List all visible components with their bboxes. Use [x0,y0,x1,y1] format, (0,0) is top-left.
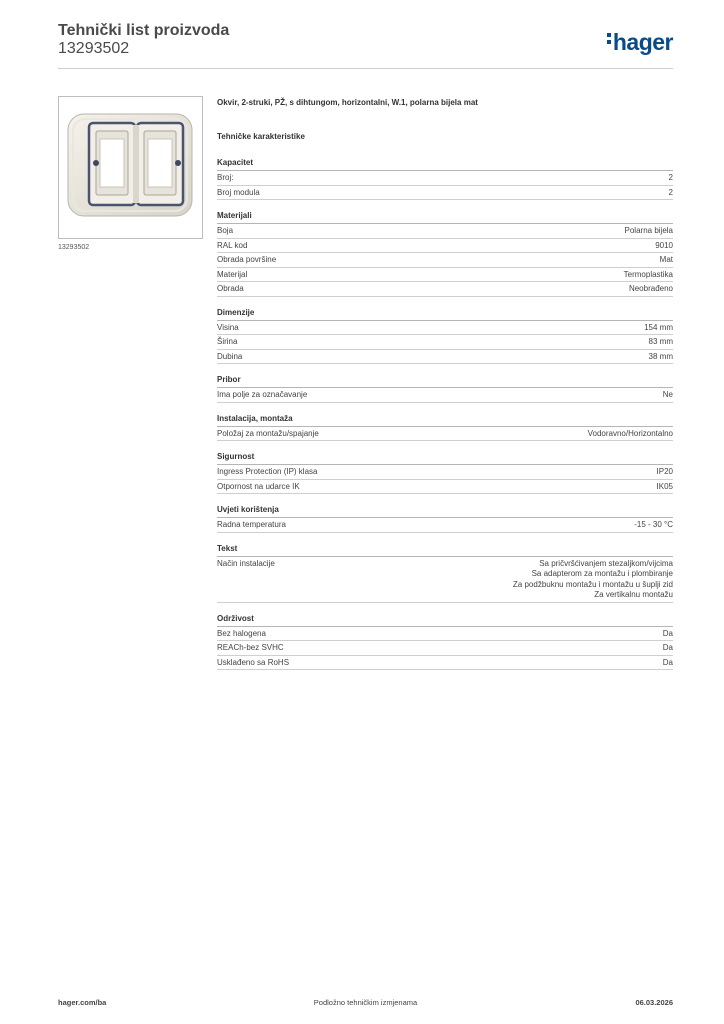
spec-content [217,97,673,680]
spec-label: Radna temperatura [217,520,286,529]
group-title: Tekst [217,543,673,557]
spec-value-line: Sa adapterom za montažu i plombiranje [531,569,673,578]
spec-value [588,429,673,440]
group-title: Uvjeti korištenja [217,504,673,518]
spec-value-line: IP20 [656,467,673,476]
spec-value [634,520,673,531]
group-title: Materijali [217,210,673,224]
spec-row [217,350,673,365]
product-code: 13293502 [58,40,130,57]
spec-row [217,239,673,254]
spec-value-line: 2 [668,173,673,182]
footer-website-link[interactable]: hager.com/ba [58,998,107,1007]
spec-value [663,658,673,669]
spec-value [663,643,673,654]
spec-value-line: 2 [668,187,673,197]
spec-value [669,188,673,199]
spec-value [663,629,673,640]
spec-row [217,282,673,297]
logo-dots-icon [607,30,611,47]
spec-label: Visina [217,322,239,332]
spec-group [217,157,673,200]
spec-label: Ingress Protection (IP) klasa [217,467,318,476]
spec-label: Broj: [217,173,234,182]
spec-group [217,543,673,603]
spec-value-line: Da [662,643,673,652]
spec-value-line: 38 mm [648,351,673,361]
spec-label: Obrada [217,284,244,293]
spec-label: Način instalacije [217,558,275,568]
spec-value-line: Da [662,657,673,667]
spec-label: Položaj za montažu/spajanje [217,428,319,438]
spec-row [217,335,673,350]
spec-group [217,504,673,533]
spec-value [649,337,673,348]
spec-row [217,641,673,656]
spec-group [217,613,673,671]
spec-group [217,210,673,297]
spec-group [217,307,673,365]
spec-label: Obrada površine [217,255,277,264]
spec-label: Bez halogena [217,628,266,638]
spec-value-line: Vodoravno/Horizontalno [587,428,673,438]
spec-value-line: Sa pričvršćivanjem stezaljkom/vijcima [539,558,673,568]
brand-logo[interactable] [607,29,673,56]
document-title: Tehnički list proizvoda [58,22,230,39]
spec-group [217,374,673,403]
spec-label: Širina [217,337,238,346]
group-title: Instalacija, montaža [217,413,673,427]
spec-groups [217,157,673,670]
spec-value-line: Ne [662,390,673,399]
group-title: Sigurnost [217,451,673,465]
spec-value [624,270,673,281]
spec-value-line: IK05 [656,481,673,491]
spec-group [217,451,673,494]
product-frame-illustration-icon [59,97,202,238]
spec-value-line: 83 mm [648,337,673,346]
spec-value-line: Termoplastika [623,269,673,279]
spec-row [217,171,673,186]
spec-row [217,557,673,603]
spec-value [625,226,673,237]
spec-row [217,465,673,480]
logo-text: hager [612,29,673,55]
spec-value [649,352,673,363]
spec-value-line: Za podžbuknu montažu i montažu u šuplji zid [512,579,673,589]
image-caption: 13293502 [58,244,90,251]
spec-row [217,656,673,671]
spec-value [644,323,673,334]
spec-value-line: Mat [659,255,673,264]
spec-row [217,224,673,239]
spec-value-line: -15 - 30 °C [634,520,673,529]
spec-label: Materijal [217,269,248,279]
spec-value [657,482,673,493]
spec-value-line: 154 mm [644,322,673,332]
group-title: Održivost [217,613,673,627]
spec-row [217,253,673,268]
spec-row [217,627,673,642]
group-title: Dimenzije [217,307,673,321]
spec-value [629,284,673,295]
spec-value-line: Polarna bijela [624,226,673,235]
spec-row [217,480,673,495]
footer-notice: Podložno tehničkim izmjenama [313,998,418,1007]
spec-row [217,518,673,533]
spec-label: Dubina [217,351,243,361]
spec-row [217,388,673,403]
document-header [58,22,673,58]
spec-label: REACh-bez SVHC [217,643,284,652]
spec-label: Ima polje za označavanje [217,390,308,399]
spec-row [217,268,673,283]
spec-value [669,173,673,184]
spec-value-line: Za vertikalnu montažu [594,590,673,599]
spec-label: RAL kod [217,240,248,250]
spec-row [217,427,673,442]
spec-label: Otpornost na udarce IK [217,481,300,491]
spec-label: Usklađeno sa RoHS [217,657,290,667]
product-description: Okvir, 2-struki, PŽ, s dihtungom, horizontalni, W.1, polarna bijela mat [217,98,478,107]
group-title: Pribor [217,374,673,388]
spec-value-line: 9010 [655,240,673,250]
footer-date: 06.03.2026 [635,998,673,1007]
spec-value [663,390,673,401]
header-divider [58,68,673,69]
section-title: Tehničke karakteristike [217,132,305,141]
spec-value [513,559,673,601]
spec-value [660,255,673,266]
spec-value-line: Da [662,628,673,638]
product-image [58,96,203,239]
spec-value [655,241,673,252]
spec-value-line: Neobrađeno [628,284,673,293]
group-title: Kapacitet [217,157,673,171]
spec-label: Boja [217,226,234,235]
spec-row [217,321,673,336]
spec-group [217,413,673,442]
spec-row [217,186,673,201]
spec-label: Broj modula [217,187,260,197]
spec-value [657,467,673,478]
